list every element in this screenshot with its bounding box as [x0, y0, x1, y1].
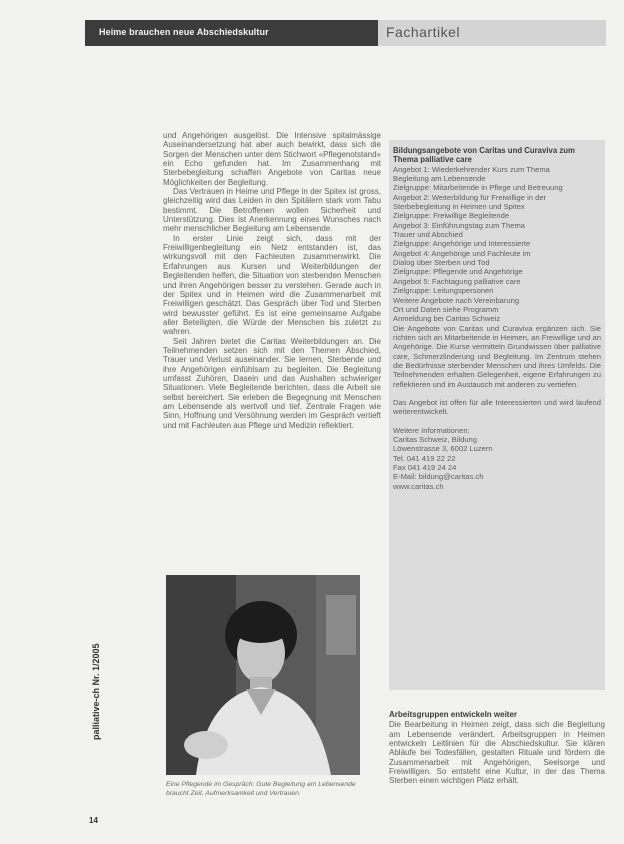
info-box-line: Zielgruppe: Pflegende und Angehörige [393, 267, 523, 277]
info-box-line: Ort und Daten siehe Programm [393, 304, 499, 314]
info-box-line: Angebot 1: Wiederkehrender Kurs zum Thema [393, 164, 550, 174]
info-box-line: Begleitung am Lebensende [393, 174, 486, 184]
contact-line: Tel. 041 419 22 22 [393, 453, 456, 463]
contact-email[interactable]: E-Mail: bildung@caritas.ch [393, 472, 484, 482]
contact-website[interactable]: www.caritas.ch [393, 481, 444, 491]
info-box-line: Zielgruppe: Leitungspersonen [393, 286, 494, 296]
category-header [378, 20, 606, 46]
section-header [85, 20, 378, 46]
info-box-line: Angebot 3: Einführungstag zum Thema [393, 220, 525, 230]
page-number: 14 [89, 816, 98, 825]
portrait-illustration [166, 575, 360, 775]
info-box-line: Angebot 2: Weiterbildung für Freiwillige in der [393, 192, 547, 202]
journal-issue-label: palliative-ch Nr. 1/2005 [91, 643, 101, 740]
contact-line: Caritas Schweiz, Bildung [393, 434, 477, 444]
info-box-title: Bildungsangebote von Caritas und Curaviva zum Thema palliative care [393, 146, 575, 165]
info-box-line: Sterbebegleitung in Heimen und Spitex [393, 202, 525, 212]
info-box-line: Anmeldung bei Caritas Schweiz [393, 314, 501, 324]
info-box-line: Zielgruppe: Freiwillige Begleitende [393, 211, 510, 221]
article-paragraph: Das Vertrauen in Heime und Pflege in der Spitex ist gross, gleichzeitig wird das Leiden in den Spitälern stark vom Tabu bestimmt. Die Betroffenen wollen Sicherheit und Unterstützung. Dies ist Anerkennung eines Wunsches nach mehr menschlicher Begleitung am Lebensende. [163, 187, 381, 234]
contact-line: Weitere Informationen: [393, 425, 470, 435]
portrait-photo [166, 575, 360, 775]
info-box-line: Trauer und Abschied [393, 230, 463, 240]
section-text: Die Bearbeitung in Heimen zeigt, dass sich die Begleitung am Lebensende verändert. Arbeitsgruppen in Heimen entwickeln Leitlinien für die Abschiedskultur. Sie klären Abläufe bei Todesfällen, gestalten Rituale und fördern die Zusammenarbeit mit Angehörigen, Seelsorge und Freiwilligen. So entsteht eine Kultur, in der das Thema Sterben einen wichtigen Platz erhält. [389, 720, 605, 786]
section-heading: Arbeitsgruppen entwickeln weiter [389, 710, 518, 719]
photo-caption: Eine Pflegende im Gespräch: Gute Begleitung am Lebensende braucht Zeit, Aufmerksamkeit und Vertrauen. [166, 781, 356, 797]
info-box-line: Angebot 5: Fachtagung palliative care [393, 276, 521, 286]
section-title: Heime brauchen neue Abschiedskultur [99, 27, 269, 37]
info-box-paragraph: Das Angebot ist offen für alle Interessierten und wird laufend weiterentwickelt. [393, 397, 601, 417]
section-arbeitsgruppen [389, 710, 605, 786]
article-paragraph: Seit Jahren bietet die Caritas Weiterbildungen an. Die Teilnehmenden setzen sich mit den Themen Abschied, Trauer und Verlust auseinander. Sie lernen, Sterbende und ihre Angehörigen einfühlsam zu begleiten. Die Begleitung umfasst Zuhören, Dasein und das Aushalten schwieriger Situationen. Viele Begleitende berichten, dass die Arbeit sie selbst bereichert. Sie erleben die Begegnung mit Menschen am Lebensende als wertvoll und tief. Zentrale Fragen wie Sinn, Hoffnung und Versöhnung werden im Gespräch vertieft und mit Fachleuten aus Pflege und Medizin reflektiert. [163, 336, 381, 430]
info-box-line: Dialog über Sterben und Tod [393, 258, 490, 268]
category-label: Fachartikel [386, 24, 460, 40]
info-box-line: Weitere Angebote nach Vereinbarung [393, 295, 520, 305]
info-box-line: Zielgruppe: Mitarbeitende in Pflege und Betreuung [393, 183, 563, 193]
info-box-paragraph: Die Angebote von Caritas und Curaviva ergänzen sich. Sie richten sich an Mitarbeitende in Heimen, an Freiwillige und an Angehörige. Die Kurse vermitteln Grundwissen über palliative care, Schmerzlinderung und Begleitung. Im Zentrum stehen die Bedürfnisse sterbender Menschen und ihres Umfelds. Die Teilnehmenden erhalten Gelegenheit, eigene Erfahrungen zu reflektieren und im Austausch mit anderen zu vertiefen. [393, 323, 601, 389]
info-box [389, 140, 605, 690]
article-column [163, 131, 381, 430]
article-paragraph: In erster Linie zeigt sich, dass mit der Freiwilligenbegleitung ein Netz entstanden ist, das wirkungsvoll mit den Fachleuten zusammenwirkt. Die Erfahrungen aus Kursen und Weiterbildungen der Begleitenden helfen, die Situation von sterbenden Menschen und ihren Angehörigen besser zu verstehen. Gerade auch in der Spitex und in Heimen wird die Zusammenarbeit mit Freiwilligen geschätzt. Das Gespräch über Tod und Sterben wird bewusster geführt. Es ist eine gemeinsame Aufgabe aller Beteiligten, die Würde der Menschen bis zuletzt zu wahren. [163, 233, 381, 337]
contact-line: Fax 041 419 24 24 [393, 463, 457, 472]
contact-line: Löwenstrasse 3, 6002 Luzern [393, 444, 493, 454]
info-box-line: Zielgruppe: Angehörige und Interessierte [393, 239, 531, 249]
info-box-line: Angebot 4: Angehörige und Fachleute im [393, 248, 531, 258]
article-paragraph: und Angehörigen ausgelöst. Die Intensive spitalmässige Auseinandersetzung hat aber auch bewirkt, dass sich die Sorgen der Menschen unter dem Stichwort «Pflegenotstand» ein Echo gefunden hat. Im Zusammenhang mit Sterbebegleitung schaffen Angebote von Caritas neue Möglichkeiten der Begleitung. [163, 131, 381, 187]
